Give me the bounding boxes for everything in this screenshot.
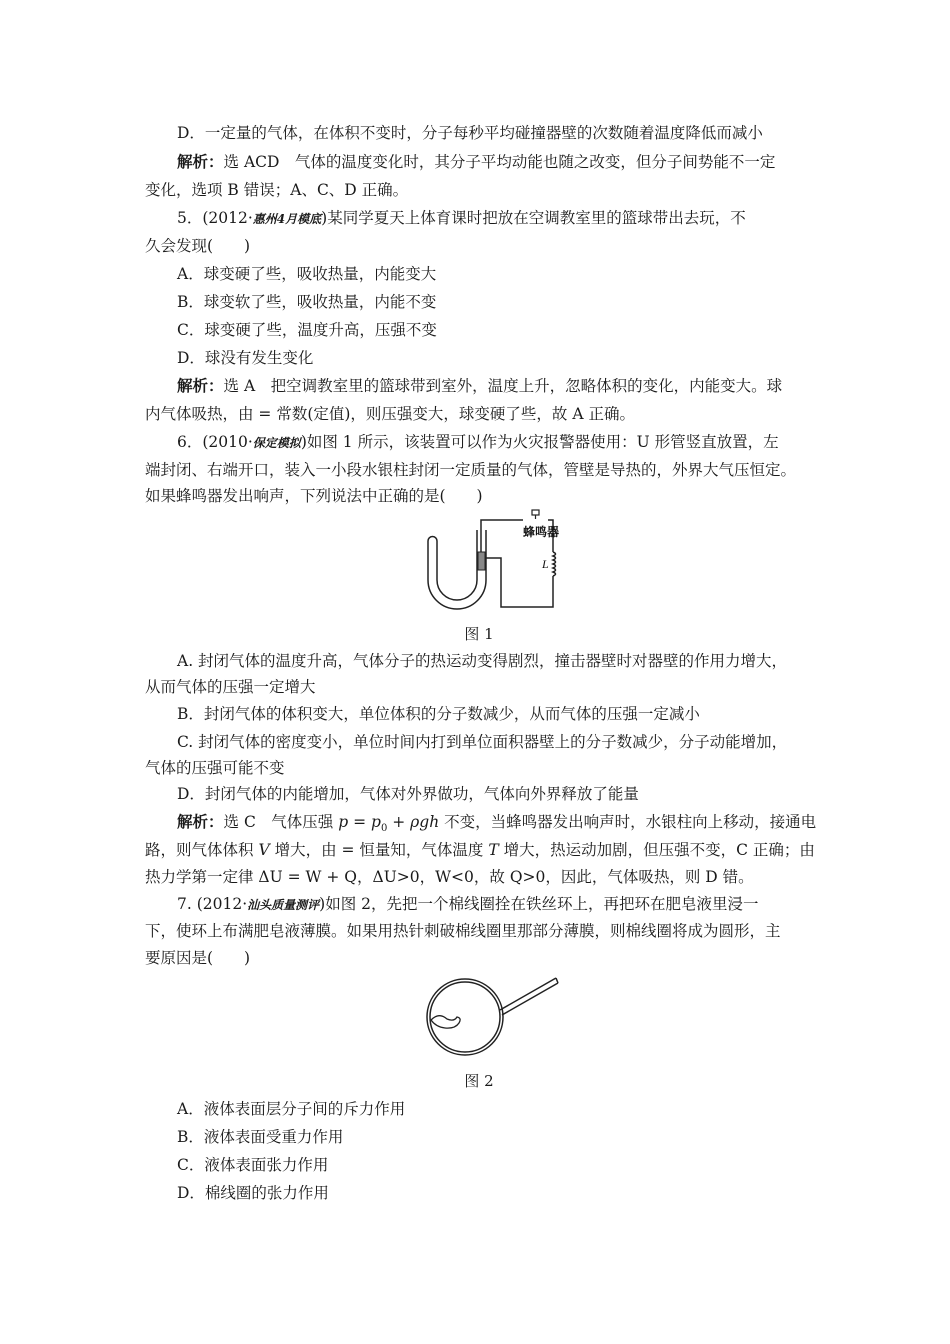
q7-option-c: C．液体表面张力作用: [177, 1156, 329, 1174]
q6-option-a-line2: 从而气体的压强一定增大: [145, 678, 316, 696]
analysis-prev: [177, 151, 775, 173]
q6-analysis: [177, 811, 816, 840]
formula-var: p: [338, 813, 349, 831]
q6-stem-line3: 如果蜂鸣器发出响声，下列说法中正确的是( ): [145, 487, 483, 505]
q6-analysis-line3: 热力学第一定律 ΔU = W + Q，ΔU>0，W<0，故 Q>0，因此，气体吸热，则 D 错。: [145, 868, 754, 886]
q7-option-b: B．液体表面受重力作用: [177, 1128, 344, 1146]
formula-var: p: [371, 813, 381, 831]
coil-label: L: [542, 557, 549, 571]
q7-number: 7. (2012·: [177, 895, 248, 913]
analysis-text: 选 A 把空调教室里的篮球带到室外，温度上升，忽略体积的变化，内能变大。球: [223, 377, 783, 395]
figure-2-soap-film-ring-diagram: [423, 975, 563, 1065]
analysis-text: 选 C 气体压强: [223, 813, 339, 831]
option-d-prev: D．一定量的气体，在体积不变时，分子每秒平均碰撞器壁的次数随着温度降低而减小: [177, 124, 763, 142]
buzzer-label: 蜂鸣器: [523, 525, 560, 539]
formula-op: =: [348, 813, 372, 831]
figure-1-caption: 图 1: [464, 625, 494, 643]
q6-option-c: C. 封闭气体的密度变小，单位时间内打到单位面积器壁上的分子数减少，分子动能增加，: [177, 733, 788, 751]
analysis-text: 增大，热运动加剧，但压强不变，C 正确；由: [498, 841, 815, 859]
analysis-prev-line2: 变化，选项 B 错误；A、C、D 正确。: [145, 181, 409, 199]
formula-op: +: [387, 813, 411, 831]
q5-stem: [177, 207, 746, 230]
analysis-label: 解析：: [177, 152, 224, 171]
buzzer-icon: [532, 510, 539, 519]
figure-2-caption: 图 2: [464, 1072, 494, 1090]
q7-option-a: A．液体表面层分子间的斥力作用: [177, 1100, 406, 1118]
q7-stem: [177, 893, 759, 916]
formula-subscript: 0: [380, 823, 388, 835]
q6-option-c-line2: 气体的压强可能不变: [145, 759, 285, 777]
formula-var: ρgh: [410, 813, 440, 831]
analysis-text: 选 ACD 气体的温度变化时，其分子平均动能也随之改变，但分子间势能不一定: [223, 153, 776, 171]
q6-analysis-line2: [145, 839, 815, 861]
q6-option-d: D．封闭气体的内能增加，气体对外界做功，气体向外界释放了能量: [177, 785, 639, 803]
analysis-text: 不变，当蜂鸣器发出响声时，水银柱向上移动，接通电: [439, 813, 817, 831]
q5-analysis-line2: 内气体吸热，由 = 常数(定值)，则压强变大，球变硬了些，故 A 正确。: [145, 405, 635, 423]
q7-stem-line3: 要原因是( ): [145, 949, 251, 967]
q6-source: 保定模拟: [252, 436, 301, 450]
figure-1-fire-alarm-diagram: [415, 508, 575, 618]
q5-option-d: D．球没有发生变化: [177, 349, 314, 367]
q7-source: 汕头质量测评: [247, 898, 320, 912]
q7-stem-line2: 下，使环上布满肥皂液薄膜。如果用热针刺破棉线圈里那部分薄膜，则棉线圈将成为圆形，主: [145, 922, 781, 940]
analysis-text: 路，则气体体积: [145, 841, 259, 859]
q5-analysis: [177, 375, 782, 397]
analysis-label: 解析：: [177, 376, 224, 395]
q5-stem-line2: 久会发现( ): [145, 237, 251, 255]
q6-stem-line2: 端封闭、右端开口，装入一小段水银柱封闭一定质量的气体，管壁是导热的，外界大气压恒定。: [145, 461, 797, 479]
analysis-label: 解析：: [177, 812, 224, 831]
q5-stem-text: )某同学夏天上体育课时把放在空调教室里的篮球带出去玩，不: [321, 209, 746, 227]
q6-stem-text: )如图 1 所示，该装置可以作为火灾报警器使用：U 形管竖直放置，左: [300, 433, 779, 451]
q7-option-d: D．棉线圈的张力作用: [177, 1184, 329, 1202]
formula-var: V: [258, 841, 270, 859]
mercury-column: [478, 552, 485, 570]
q5-option-b: B．球变软了些，吸收热量，内能不变: [177, 293, 437, 311]
formula-var: T: [488, 841, 499, 859]
q6-number: 6．(2010·: [177, 433, 253, 451]
q5-source: 惠州4月模底: [252, 212, 322, 226]
q6-stem: [177, 431, 779, 454]
q5-option-c: C．球变硬了些，温度升高，压强不变: [177, 321, 437, 339]
q7-stem-text: )如图 2，先把一个棉线圈拴在铁丝环上，再把环在肥皂液里浸一: [319, 895, 759, 913]
q5-number: 5．(2012·: [177, 209, 253, 227]
q5-option-a: A．球变硬了些，吸收热量，内能变大: [177, 265, 437, 283]
q6-option-a: A. 封闭气体的温度升高，气体分子的热运动变得剧烈，撞击器壁时对器壁的作用力增大，: [177, 652, 788, 670]
analysis-text: 增大，由 = 恒量知，气体温度: [269, 841, 489, 859]
q6-option-b: B．封闭气体的体积变大，单位体积的分子数减少，从而气体的压强一定减小: [177, 705, 700, 723]
